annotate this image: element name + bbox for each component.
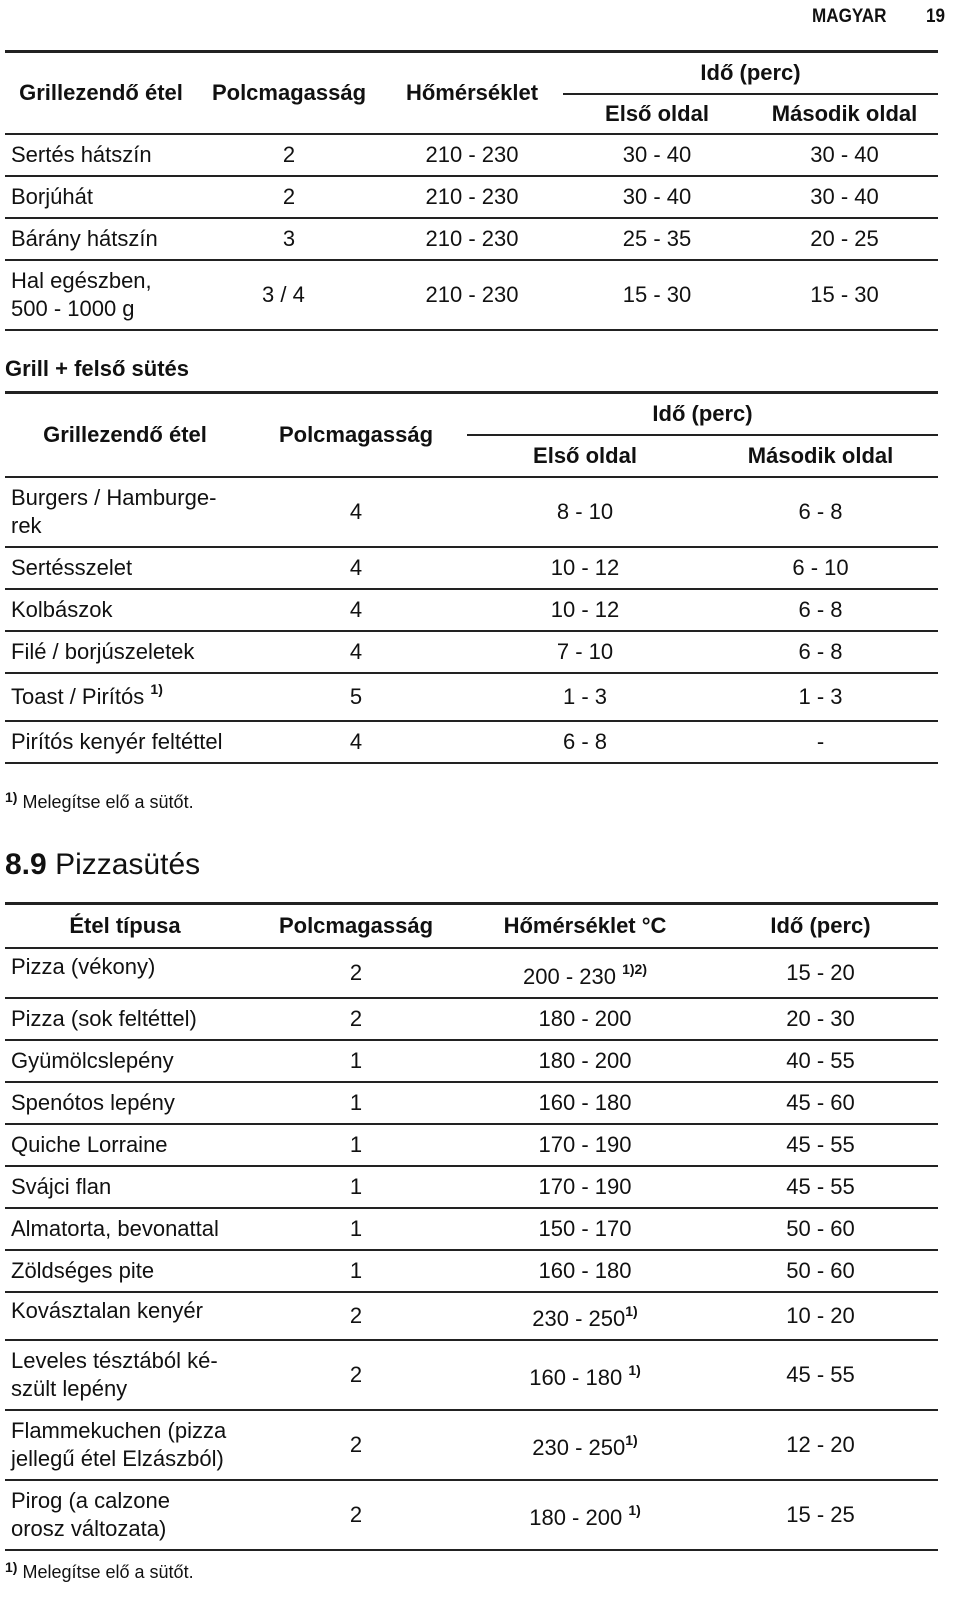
footnote-marker: 1) <box>5 789 18 805</box>
table-row <box>5 721 938 763</box>
cell-food <box>5 260 197 330</box>
cell-shelf: 2 <box>197 134 381 176</box>
section-number: 8.9 <box>5 848 47 881</box>
cell-temperature-value: 180 - 200 <box>529 1504 623 1530</box>
section-heading <box>5 848 200 882</box>
header-shelf: Polcmagasság <box>197 52 381 134</box>
cell-temperature <box>467 948 703 998</box>
cell-second-side: 1 - 3 <box>703 673 938 721</box>
cell-food-line: Flammekuchen (pizza <box>11 1417 227 1443</box>
table-row <box>5 547 938 589</box>
cell-shelf: 1 <box>245 1124 467 1166</box>
header-time: Idő (perc) <box>467 393 938 435</box>
cell-food: Pirítós kenyér feltéttel <box>5 721 245 763</box>
cell-shelf: 2 <box>245 1292 467 1340</box>
cell-food-line: Leveles tésztából ké- <box>11 1347 218 1373</box>
cell-temperature: 210 - 230 <box>381 260 563 330</box>
cell-time: 50 - 60 <box>703 1250 938 1292</box>
cell-food: Zöldséges pite <box>5 1250 245 1292</box>
language-label: MAGYAR <box>812 6 887 27</box>
cell-second-side: 6 - 8 <box>703 589 938 631</box>
cell-food: Kovásztalan kenyér <box>5 1292 245 1340</box>
cell-food-line: jellegű étel Elzászból) <box>11 1445 224 1471</box>
cell-food: Borjúhát <box>5 176 197 218</box>
cell-temperature: 160 - 180 <box>467 1250 703 1292</box>
cell-shelf: 1 <box>245 1166 467 1208</box>
table-row <box>5 260 938 330</box>
cell-food <box>5 673 245 721</box>
cell-food: Bárány hátszín <box>5 218 197 260</box>
cell-time: 15 - 25 <box>703 1480 938 1550</box>
cell-shelf: 2 <box>245 1410 467 1480</box>
table-row <box>5 948 938 998</box>
footnote <box>5 789 194 813</box>
cell-first-side: 6 - 8 <box>467 721 703 763</box>
cell-food <box>5 1410 245 1480</box>
table-row <box>5 1124 938 1166</box>
cell-first-side: 30 - 40 <box>563 176 751 218</box>
cell-temperature <box>467 1292 703 1340</box>
header-time: Idő (perc) <box>563 52 938 94</box>
table-row <box>5 673 938 721</box>
table-row <box>5 477 938 547</box>
cell-time: 45 - 55 <box>703 1166 938 1208</box>
cell-food-line: rek <box>11 512 42 538</box>
cell-time: 12 - 20 <box>703 1410 938 1480</box>
header-food-type: Étel típusa <box>5 904 245 948</box>
cell-first-side: 25 - 35 <box>563 218 751 260</box>
cell-food-line: orosz változata) <box>11 1515 167 1541</box>
cell-second-side: 6 - 8 <box>703 631 938 673</box>
page-number: 19 <box>926 6 946 27</box>
cell-second-side: 6 - 8 <box>703 477 938 547</box>
table-row <box>5 1250 938 1292</box>
header-temperature: Hőmérséklet °C <box>467 904 703 948</box>
header-second-side: Második oldal <box>703 435 938 477</box>
cell-temperature: 210 - 230 <box>381 218 563 260</box>
cell-temperature-value: 200 - 230 <box>523 963 616 989</box>
cell-shelf: 2 <box>245 948 467 998</box>
table-row <box>5 1082 938 1124</box>
cell-first-side: 10 - 12 <box>467 589 703 631</box>
footnote-text: Melegítse elő a sütőt. <box>22 1562 194 1582</box>
cell-shelf: 4 <box>245 631 467 673</box>
cell-shelf: 1 <box>245 1040 467 1082</box>
cell-shelf: 5 <box>245 673 467 721</box>
cell-temperature <box>467 1410 703 1480</box>
header-first-side: Első oldal <box>563 94 751 134</box>
header-shelf: Polcmagasság <box>245 904 467 948</box>
cell-time: 45 - 55 <box>703 1124 938 1166</box>
cell-first-side: 7 - 10 <box>467 631 703 673</box>
cell-shelf: 3 <box>197 218 381 260</box>
table-row <box>5 1480 938 1550</box>
pizza-table <box>5 902 938 1551</box>
cell-food: Almatorta, bevonattal <box>5 1208 245 1250</box>
cell-time: 45 - 60 <box>703 1082 938 1124</box>
cell-temperature <box>467 1480 703 1550</box>
cell-shelf: 1 <box>245 1082 467 1124</box>
cell-temperature <box>467 1340 703 1410</box>
cell-first-side: 30 - 40 <box>563 134 751 176</box>
table-row <box>5 1040 938 1082</box>
table-row <box>5 1292 938 1340</box>
cell-time: 20 - 30 <box>703 998 938 1040</box>
cell-first-side: 15 - 30 <box>563 260 751 330</box>
cell-food-line: 500 - 1000 g <box>11 295 135 321</box>
grill-table <box>5 50 938 331</box>
cell-time: 15 - 20 <box>703 948 938 998</box>
cell-temperature: 150 - 170 <box>467 1208 703 1250</box>
cell-food: Pizza (vékony) <box>5 948 245 998</box>
table-row <box>5 176 938 218</box>
cell-second-side: - <box>703 721 938 763</box>
cell-first-side: 10 - 12 <box>467 547 703 589</box>
cell-time: 10 - 20 <box>703 1292 938 1340</box>
cell-food: Filé / borjúszeletek <box>5 631 245 673</box>
cell-time: 45 - 55 <box>703 1340 938 1410</box>
header-time: Idő (perc) <box>703 904 938 948</box>
footnote-marker: 1) <box>625 1431 638 1448</box>
cell-food <box>5 1480 245 1550</box>
cell-food: Spenótos lepény <box>5 1082 245 1124</box>
header-second-side: Második oldal <box>751 94 938 134</box>
cell-second-side: 30 - 40 <box>751 176 938 218</box>
cell-food <box>5 477 245 547</box>
table-row <box>5 998 938 1040</box>
header-first-side: Első oldal <box>467 435 703 477</box>
cell-food: Kolbászok <box>5 589 245 631</box>
cell-first-side: 1 - 3 <box>467 673 703 721</box>
cell-time: 50 - 60 <box>703 1208 938 1250</box>
cell-temperature: 210 - 230 <box>381 134 563 176</box>
footnote-marker: 1) <box>625 1302 638 1319</box>
cell-temperature: 170 - 190 <box>467 1124 703 1166</box>
cell-food: Gyümölcslepény <box>5 1040 245 1082</box>
footnote-marker: 1) <box>628 1361 641 1378</box>
cell-temperature-value: 230 - 250 <box>532 1434 626 1460</box>
footnote-marker: 1) <box>628 1501 641 1518</box>
cell-second-side: 30 - 40 <box>751 134 938 176</box>
footnote-marker: 1) <box>5 1559 18 1575</box>
cell-shelf: 1 <box>245 1250 467 1292</box>
cell-shelf: 4 <box>245 547 467 589</box>
cell-food <box>5 1340 245 1410</box>
cell-shelf: 2 <box>197 176 381 218</box>
cell-shelf: 4 <box>245 721 467 763</box>
header-shelf: Polcmagasság <box>245 393 467 477</box>
table-row <box>5 1340 938 1410</box>
cell-shelf: 1 <box>245 1208 467 1250</box>
cell-food-line: Hal egészben, <box>11 267 152 293</box>
table-row <box>5 1166 938 1208</box>
cell-second-side: 20 - 25 <box>751 218 938 260</box>
cell-food-line: Burgers / Hamburge- <box>11 484 217 510</box>
cell-shelf: 2 <box>245 1480 467 1550</box>
table-row <box>5 589 938 631</box>
table-row <box>5 218 938 260</box>
cell-second-side: 6 - 10 <box>703 547 938 589</box>
header-food: Grillezendő étel <box>5 393 245 477</box>
cell-food-line: Pirog (a calzone <box>11 1487 170 1513</box>
table-row <box>5 1208 938 1250</box>
footnote <box>5 1559 194 1583</box>
cell-food: Quiche Lorraine <box>5 1124 245 1166</box>
table-row <box>5 134 938 176</box>
cell-second-side: 15 - 30 <box>751 260 938 330</box>
cell-shelf: 2 <box>245 1340 467 1410</box>
cell-shelf: 4 <box>245 477 467 547</box>
table-row <box>5 1410 938 1480</box>
cell-temperature: 210 - 230 <box>381 176 563 218</box>
cell-food: Sertésszelet <box>5 547 245 589</box>
page-header <box>0 0 960 34</box>
cell-temperature: 170 - 190 <box>467 1166 703 1208</box>
cell-shelf: 3 / 4 <box>197 260 381 330</box>
cell-food: Sertés hátszín <box>5 134 197 176</box>
cell-temperature: 180 - 200 <box>467 1040 703 1082</box>
footnote-marker: 1) <box>150 680 163 697</box>
cell-temperature: 160 - 180 <box>467 1082 703 1124</box>
header-food: Grillezendő étel <box>5 52 197 134</box>
grill-top-heat-table <box>5 391 938 764</box>
table-row <box>5 631 938 673</box>
cell-food-text: Toast / Pirítós <box>11 683 145 709</box>
cell-shelf: 4 <box>245 589 467 631</box>
cell-temperature: 180 - 200 <box>467 998 703 1040</box>
cell-shelf: 2 <box>245 998 467 1040</box>
footnote-text: Melegítse elő a sütőt. <box>22 792 194 812</box>
section-title: Grill + felső sütés <box>5 356 190 381</box>
cell-food-line: szült lepény <box>11 1375 128 1401</box>
cell-first-side: 8 - 10 <box>467 477 703 547</box>
cell-temperature-value: 160 - 180 <box>529 1364 623 1390</box>
cell-temperature-value: 230 - 250 <box>532 1305 626 1331</box>
cell-food: Svájci flan <box>5 1166 245 1208</box>
cell-food: Pizza (sok feltéttel) <box>5 998 245 1040</box>
section-title: Pizzasütés <box>55 848 201 881</box>
header-temperature: Hőmérséklet <box>381 52 563 134</box>
footnote-marker: 1)2) <box>622 960 647 977</box>
cell-time: 40 - 55 <box>703 1040 938 1082</box>
